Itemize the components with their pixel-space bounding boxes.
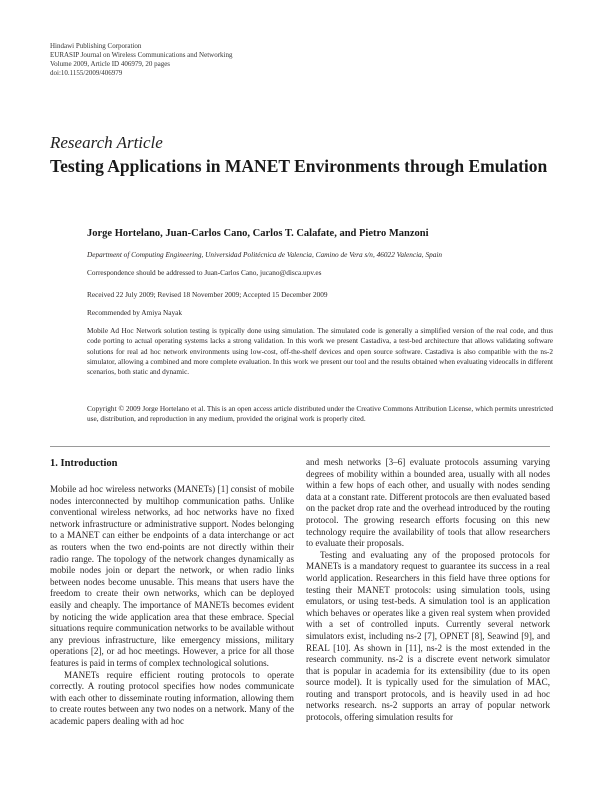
affiliation: Department of Computing Engineering, Universidad Politécnica de Valencia, Camino de Vera s/n, 46022 Valencia, Spain xyxy=(87,250,443,259)
divider xyxy=(50,446,550,447)
doi-line: doi:10.1155/2009/406979 xyxy=(50,69,123,77)
paragraph: Mobile ad hoc wireless networks (MANETs) [1] consist of mobile nodes interconnected by multihop communication paths. Unlike conventional wireless networks, ad hoc networks have no fixed network infrastructure or administrative support. Nodes belonging to a MANET can either be endpoints of a data interchange or act as routers when the two end-points are not directly within their radio range. The topology of the network changes dynamically as mobile nodes join or depart the network, or when radio links between nodes become unusable. This means that users have the freedom to create their own networks, which can be deployed easily and cheaply. The importance of MANETs becomes evident by noticing the wide application area that these embrace. Special situations require communication networks to be available without any previous infrastructure, like emergency missions, military operations [2], or ad hoc meetings. However, a price for all those features is paid in terms of complex technological solutions. xyxy=(50,484,294,668)
paper-title: Testing Applications in MANET Environments through Emulation xyxy=(50,156,548,176)
journal-header xyxy=(50,42,232,78)
publisher-line: Hindawi Publishing Corporation xyxy=(50,42,142,50)
authors: Jorge Hortelano, Juan-Carlos Cano, Carlos T. Calafate, and Pietro Manzoni xyxy=(87,228,429,239)
paragraph: Testing and evaluating any of the proposed protocols for MANETs is a mandatory request to guarantee its success in a real world application. Researchers in this field have three options for testing their MANET protocols: using simulation tools, using emulators, or using test-beds. A simulation tool is an application which behaves or operates like a given real system when provided with a set of controlled inputs. Currently several network simulators exist, including ns-2 [7], OPNET [8], Seawind [9], and REAL [10]. As shown in [11], ns-2 is the most extended in the research community. ns-2 is a discrete event network simulator that is popular in academia for its extensibility (due to its open source model). It is typically used for the simulation of MAC, routing and transport protocols, and is heavily used in ad hoc networks research. ns-2 supports an array of popular network protocols, offering simulation results for xyxy=(306,549,550,723)
dates: Received 22 July 2009; Revised 18 November 2009; Accepted 15 December 2009 xyxy=(87,290,328,299)
correspondence: Correspondence should be addressed to Juan-Carlos Cano, jucano@disca.upv.es xyxy=(87,268,322,277)
volume-line: Volume 2009, Article ID 406979, 20 pages xyxy=(50,60,171,68)
paragraph: and mesh networks [3–6] evaluate protocols assuming varying degrees of mobility within a bounded area, usually with all nodes within a few hops of each other, and usually with nodes sending data at a constant rate. Different protocols are then evaluated based on the packet drop rate and the overhead introduced by the routing protocol. The growing research efforts focusing on this new technology require the availability of tools that allow researchers to evaluate their proposals. xyxy=(306,457,550,549)
journal-line: EURASIP Journal on Wireless Communications and Networking xyxy=(50,51,233,59)
paragraph: MANETs require efficient routing protocols to operate correctly. A routing protocol specifies how nodes communicate with each other to disseminate routing information, allowing them to create routes between any two nodes on a network. Many of the academic papers dealing with ad hoc xyxy=(50,669,294,726)
copyright-notice: Copyright © 2009 Jorge Hortelano et al. This is an open access article distributed under the Creative Commons Attribution License, which permits unrestricted use, distribution, and reproduction in any medium, provided the original work is properly cited. xyxy=(87,404,553,424)
article-type: Research Article xyxy=(50,133,163,152)
left-column xyxy=(50,457,294,727)
right-column xyxy=(306,457,550,724)
abstract: Mobile Ad Hoc Network solution testing is typically done using simulation. The simulated code is generally a simplified version of the real code, and thus code porting to actual operating systems lacks a strong validation. In this work we present Castadiva, a test-bed architecture that allows validating software solutions for real ad hoc network environments using low-cost, off-the-shelf devices and open source software. Castadiva is also compatible with the ns-2 simulator, allowing a combined and more complete evaluation. In this work we present our tool and the results obtained when evaluating videocalls in different scenarios, both static and dynamic. xyxy=(87,326,553,377)
section-heading: 1. Introduction xyxy=(50,458,118,469)
recommended-by: Recommended by Amiya Nayak xyxy=(87,308,183,317)
